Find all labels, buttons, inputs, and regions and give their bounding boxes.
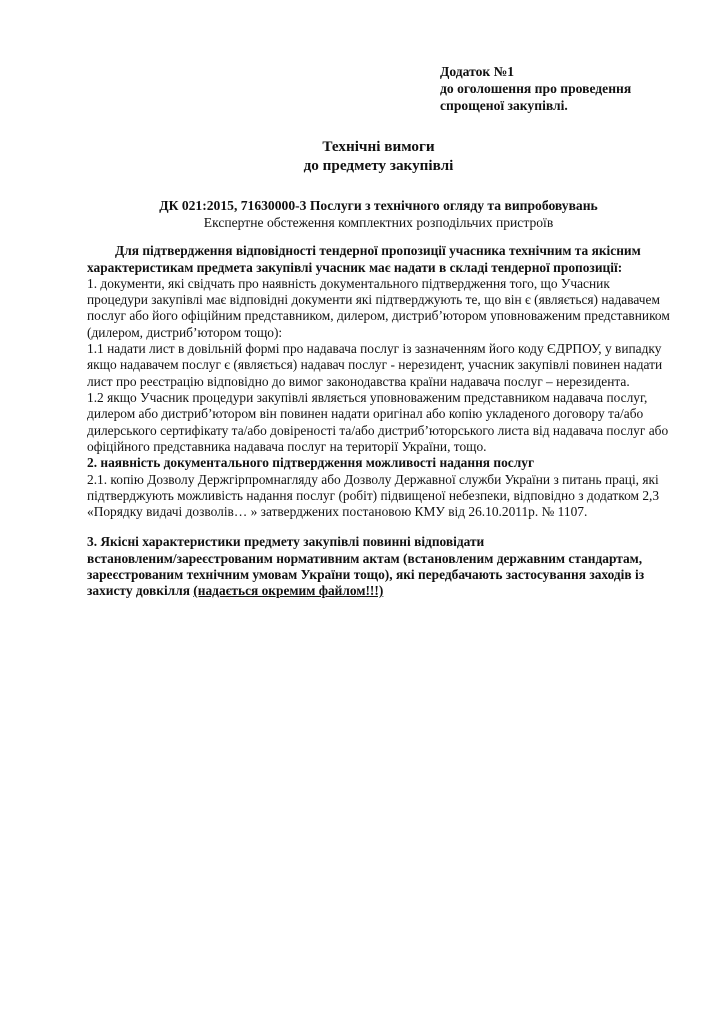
cpv-code-line: ДК 021:2015, 71630000-3 Послуги з технічного огляду та випробовувань — [159, 198, 598, 213]
section-1-2-line: дилерського сертифікату та/або довіреності та/або дистриб’юторського листа від надавача послуг або — [87, 423, 669, 438]
section-1-1-line: лист про реєстрацію відповідно до вимог законодавства країни надавача послуг – нерезидента. — [87, 374, 630, 389]
annex-reference: до оголошення про проведення — [440, 81, 632, 96]
section-3-line: 3. Якісні характеристики предмету закупівлі повинні відповідати — [87, 534, 485, 549]
separate-file-note: (надається окремим файлом!!!) — [193, 583, 384, 598]
section-2-heading: 2. наявність документального підтвердження можливості надання послуг — [87, 455, 535, 470]
section-2-1-line: 2.1. копію Дозволу Держгірпромнагляду або Дозволу Державної служби України з питань праці, які — [87, 472, 659, 487]
section-1-line: 1. документи, які свідчать про наявність документального підтвердження того, що Учасник — [87, 276, 610, 291]
section-3-last-line — [87, 583, 383, 599]
section-1-2-line: 1.2 якщо Учасник процедури закупівлі являється уповноваженим представником надавача послуг, — [87, 390, 648, 405]
section-1-line: послуг або його офіційним представником, дилером, дистриб’ютором уповноваженим представником — [87, 308, 670, 323]
section-2-1-line: «Порядку видачі дозволів… » затверджених постановою КМУ від 26.10.2011р. № 1107. — [87, 504, 588, 519]
section-3-last-line-text: захисту довкілля — [87, 583, 194, 598]
annex-reference-cont: спрощеної закупівлі. — [440, 98, 568, 113]
title-line-2: до предмету закупівлі — [303, 157, 454, 174]
title-line-1: Технічні вимоги — [322, 138, 435, 155]
section-3-line: встановленим/зареєстрованим нормативним актам (встановленим державним стандартам, — [87, 551, 643, 566]
intro-line-2: характеристикам предмета закупівлі учасник має надати в складі тендерної пропозиції: — [87, 260, 623, 275]
section-2-1-line: підтверджують можливість надання послуг (робіт) підвищеної небезпеки, відповідно з додатком 2,3 — [87, 488, 660, 503]
section-1-2-line: дилером або дистриб’ютором він повинен надати оригінал або копію укладеного договору та/або — [87, 406, 644, 421]
service-description: Експертне обстеження комплектних розподільчих пристроїв — [203, 215, 554, 230]
section-3-line: зареєстрованим технічним умовам України тощо), які передбачають застосування заходів із — [87, 567, 645, 582]
section-1-1-line: 1.1 надати лист в довільній формі про надавача послуг із зазначенням його коду ЄДРПОУ, у випадку — [87, 341, 662, 356]
section-1-line: процедури закупівлі має відповідні документи які підтверджують те, що він є (являється) надавачем — [87, 292, 660, 307]
intro-line-1: Для підтвердження відповідності тендерної пропозиції учасника технічним та якісним — [115, 243, 641, 258]
section-1-1-line: якщо надавачем послуг є (являється) надавач послуг - нерезидент, учасник закупівлі повинен надати — [87, 357, 663, 372]
annex-number: Додаток №1 — [440, 64, 515, 79]
section-1-line: (дилером, дистриб’ютором тощо): — [87, 325, 283, 340]
section-1-2-line: офіційного представника надавача послуг на території України, тощо. — [87, 439, 487, 454]
